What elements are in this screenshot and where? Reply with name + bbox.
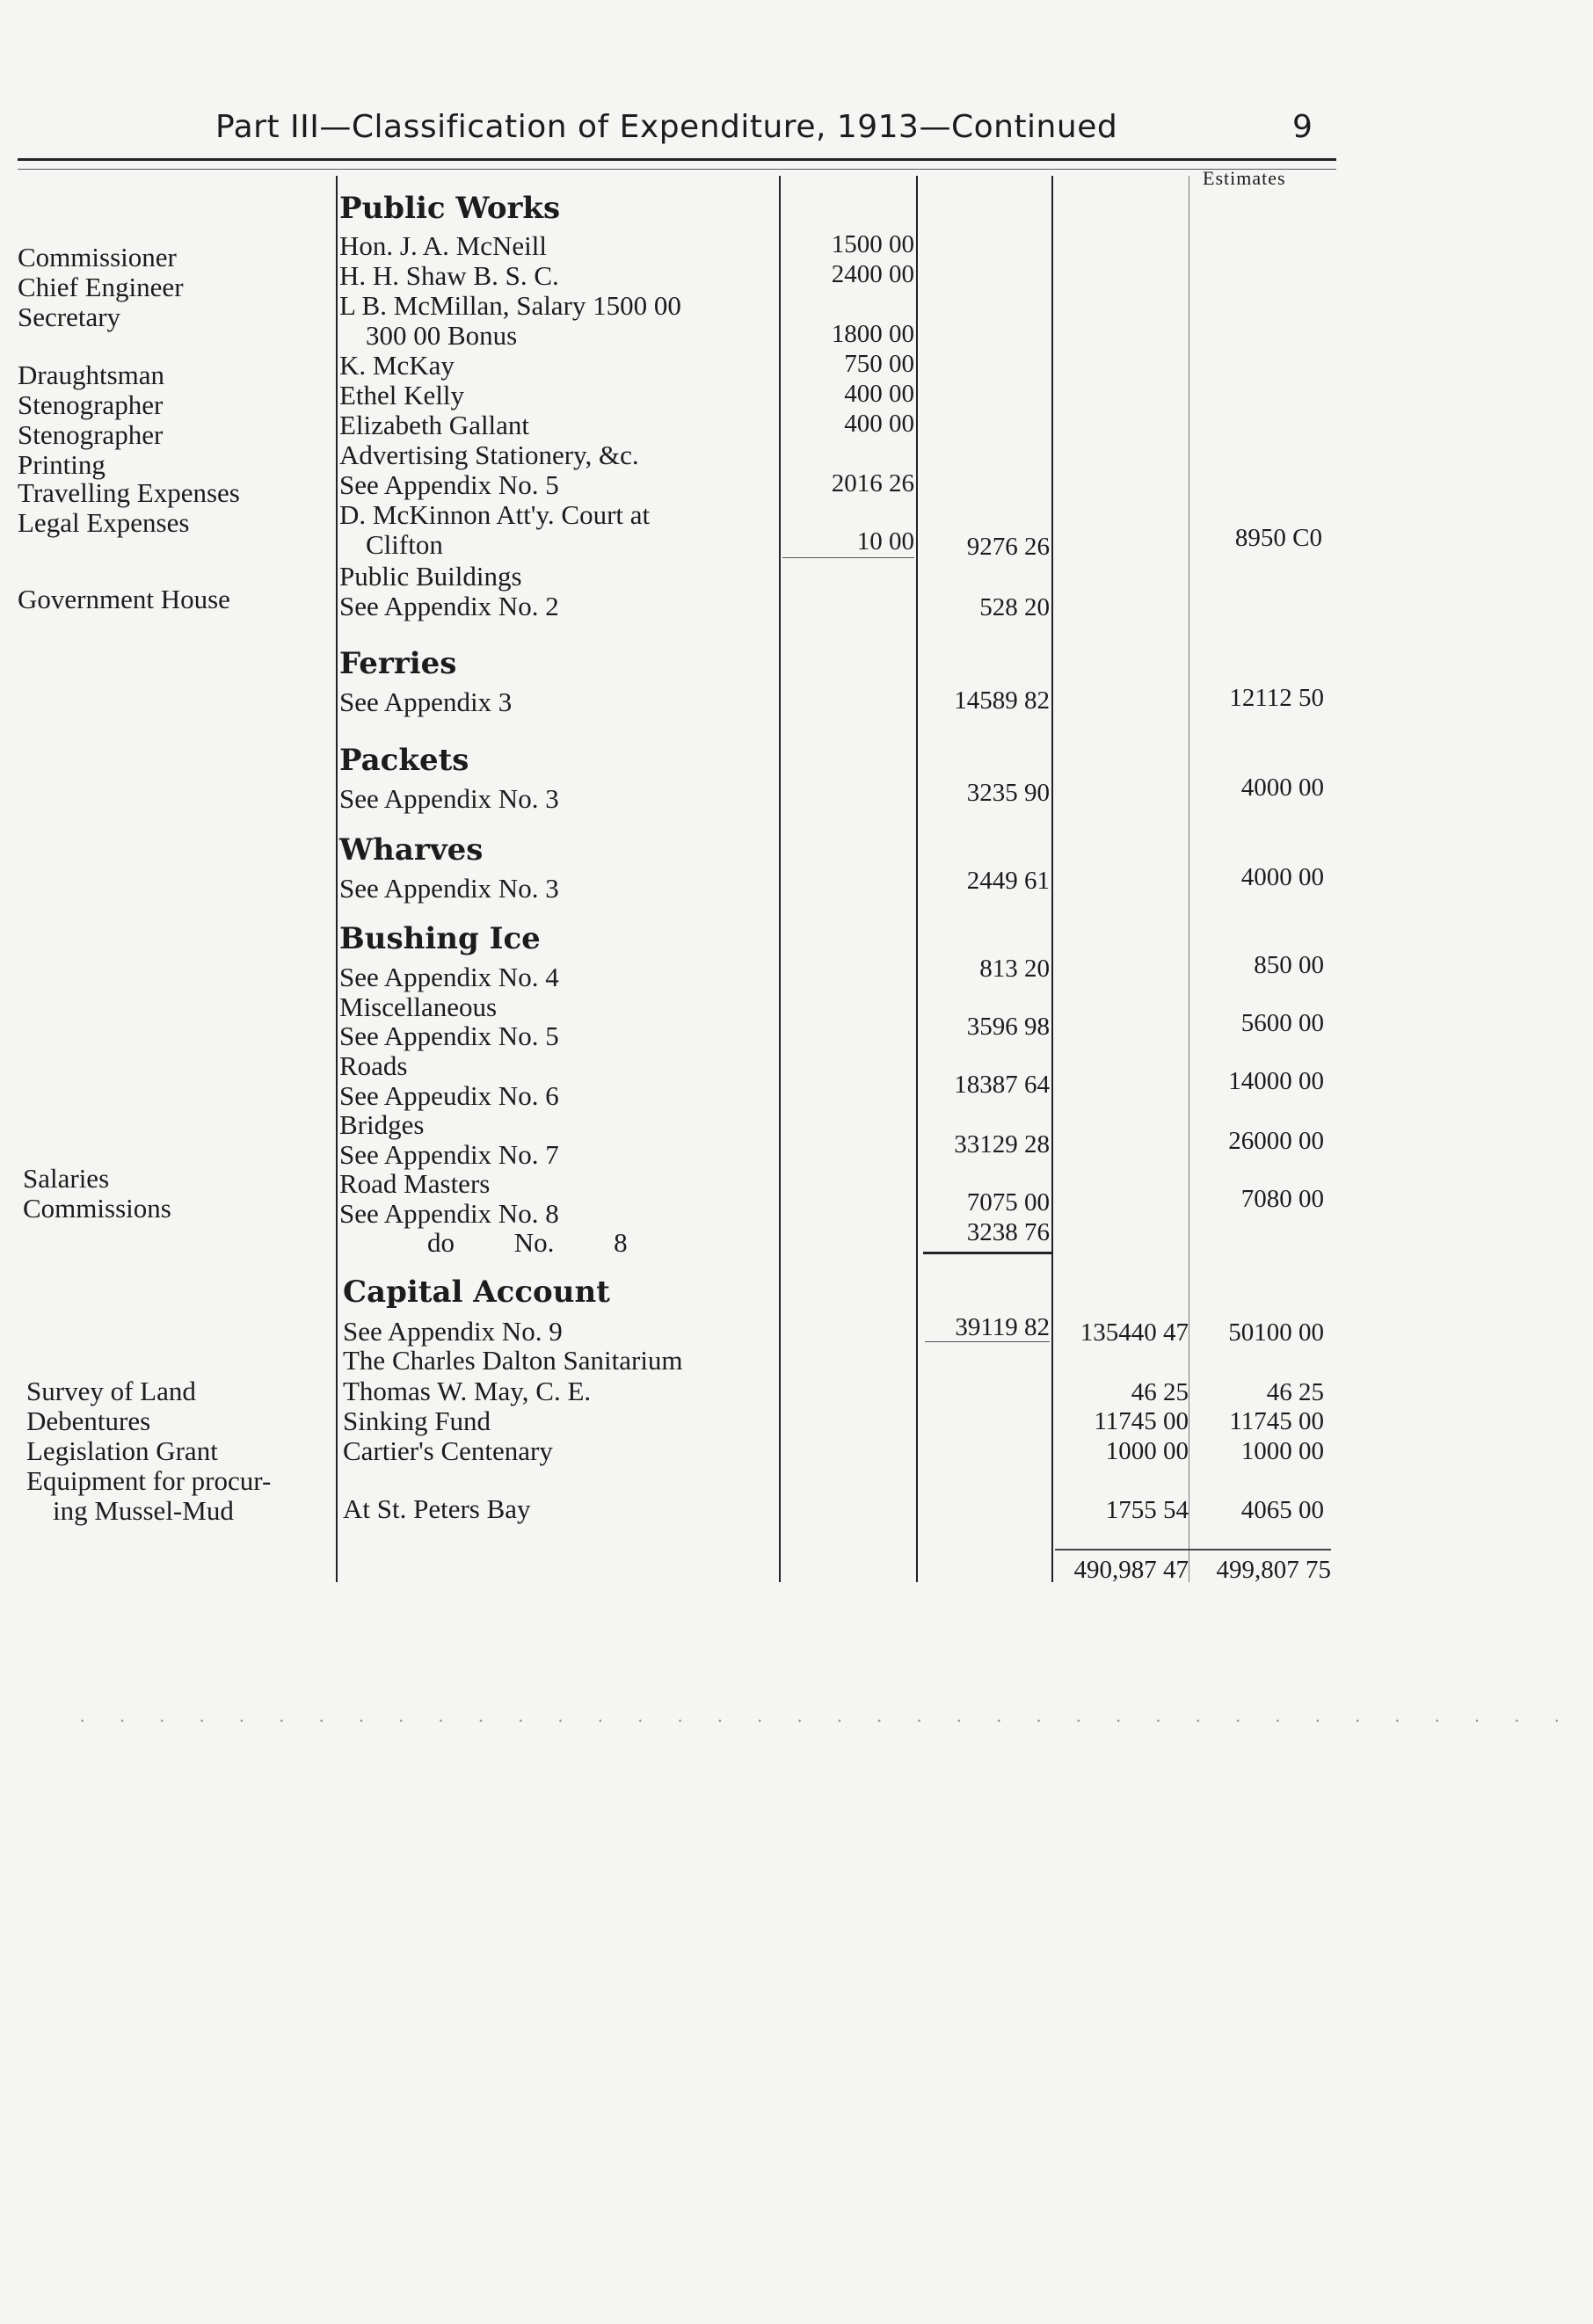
estimate: 12112 50 — [1229, 684, 1324, 712]
section-heading: Ferries — [339, 646, 457, 681]
estimate: 14000 00 — [1228, 1067, 1324, 1095]
amount-col2: 18387 64 — [954, 1071, 1050, 1099]
amount-col1: 1800 00 — [831, 320, 914, 348]
description: Miscellaneous — [339, 991, 498, 1022]
description: See Appeudix No. 6 — [339, 1080, 559, 1111]
estimate: 4000 00 — [1240, 863, 1324, 891]
description: See Appendix No. 5 — [339, 1020, 559, 1051]
header-rule — [18, 158, 1336, 161]
amount-col2: 813 20 — [979, 955, 1050, 983]
left-label: Legal Expenses — [18, 507, 190, 538]
amount-col2: 33129 28 — [954, 1130, 1050, 1158]
amount-col1: 10 00 — [856, 527, 914, 556]
dotted-rule: ······································ — [79, 1710, 1593, 1732]
left-label: Draughtsman — [18, 359, 165, 390]
description: Sinking Fund — [343, 1405, 491, 1436]
description: Hon. J. A. McNeill — [339, 230, 547, 261]
description: Ethel Kelly — [339, 380, 465, 410]
col-rule-1 — [779, 176, 781, 1582]
description: Cartier's Centenary — [343, 1435, 553, 1466]
amount-col3: 1755 54 — [1105, 1496, 1189, 1524]
col2-total-rule — [923, 1252, 1051, 1254]
amount-col2: 39119 82 — [955, 1313, 1050, 1341]
total-col3: 490,987 47 — [1073, 1556, 1189, 1584]
amount-col3: 46 25 — [1131, 1378, 1189, 1406]
total-estimate: 499,807 75 — [1216, 1556, 1331, 1584]
description: See Appendix No. 3 — [339, 783, 559, 814]
description: K. McKay — [339, 350, 455, 381]
section-heading: Wharves — [339, 832, 484, 868]
description: Advertising Stationery, &c. — [339, 439, 639, 470]
left-label: Travelling Expenses — [18, 477, 240, 508]
description: See Appendix No. 9 — [343, 1316, 563, 1347]
amount-col1: 750 00 — [844, 350, 914, 378]
estimate: 11745 00 — [1229, 1407, 1324, 1435]
amount-col2: 3235 90 — [966, 779, 1050, 807]
left-label: Stenographer — [18, 389, 164, 420]
description: L B. McMillan, Salary 1500 00 — [339, 290, 681, 321]
description: See Appendix No. 5 — [339, 469, 559, 500]
col-rule-desc — [336, 176, 338, 1582]
left-label: Legislation Grant — [26, 1435, 218, 1466]
estimate: 5600 00 — [1240, 1009, 1324, 1037]
amount-col2: 3238 76 — [966, 1218, 1050, 1246]
description: H. H. Shaw B. S. C. — [339, 260, 559, 291]
estimate: 50100 00 — [1228, 1318, 1324, 1347]
amount-col1: 400 00 — [844, 380, 914, 408]
estimate: 8950 C0 — [1234, 524, 1322, 552]
description: Public Buildings — [339, 561, 522, 592]
amount-col2: 2449 61 — [966, 867, 1050, 895]
description: At St. Peters Bay — [343, 1493, 531, 1524]
left-label: Secretary — [18, 301, 121, 332]
estimate: 46 25 — [1266, 1378, 1324, 1406]
description: See Appendix No. 3 — [339, 873, 559, 904]
description: See Appendix No. 4 — [339, 962, 559, 992]
estimate: 4000 00 — [1240, 773, 1324, 802]
description: Elizabeth Gallant — [339, 410, 530, 440]
description: Roads — [339, 1050, 408, 1081]
section-heading: Bushing Ice — [339, 921, 541, 956]
description: See Appendix No. 7 — [339, 1139, 559, 1170]
left-label: Salaries — [23, 1163, 110, 1194]
section-heading: Capital Account — [343, 1275, 610, 1310]
description: Clifton — [366, 529, 443, 560]
amount-col3: 11745 00 — [1094, 1407, 1189, 1435]
amount-col3: 1000 00 — [1105, 1437, 1189, 1465]
description: Road Masters — [339, 1168, 491, 1199]
description: The Charles Dalton Sanitarium — [343, 1345, 683, 1376]
estimates-label: Estimates — [1203, 167, 1286, 189]
description: See Appendix No. 2 — [339, 591, 559, 621]
page-number: 9 — [1292, 109, 1313, 145]
description: do No. 8 — [427, 1227, 628, 1258]
amount-col2: 9276 26 — [966, 533, 1050, 561]
description: Bridges — [339, 1109, 425, 1140]
left-label: ing Mussel-Mud — [53, 1495, 234, 1526]
amount-col1: 2016 26 — [831, 469, 914, 497]
description: See Appendix 3 — [339, 686, 513, 717]
amount-col1: 400 00 — [844, 410, 914, 438]
estimate: 26000 00 — [1228, 1127, 1324, 1155]
description: 300 00 Bonus — [366, 320, 518, 351]
section-heading: Packets — [339, 743, 469, 778]
col-rule-2 — [916, 176, 918, 1582]
amount-col2: 3596 98 — [966, 1013, 1050, 1041]
amount-col1: 2400 00 — [831, 260, 914, 288]
section-heading: Public Works — [339, 191, 561, 226]
left-label: Government House — [18, 584, 230, 614]
left-label: Equipment for procur- — [26, 1465, 272, 1496]
left-label: Commissioner — [18, 242, 177, 272]
amount-col1: 1500 00 — [831, 230, 914, 258]
left-label: Chief Engineer — [18, 272, 184, 302]
left-label: Stenographer — [18, 419, 164, 450]
description: Thomas W. May, C. E. — [343, 1376, 592, 1406]
col2-underline — [925, 1341, 1050, 1342]
estimate: 1000 00 — [1240, 1437, 1324, 1465]
left-label: Commissions — [23, 1193, 171, 1224]
estimate: 850 00 — [1254, 951, 1324, 979]
description: See Appendix No. 8 — [339, 1198, 559, 1229]
left-label: Printing — [18, 449, 105, 480]
estimate: 7080 00 — [1240, 1185, 1324, 1213]
amount-col2: 528 20 — [979, 593, 1050, 621]
amount-col2: 7075 00 — [966, 1188, 1050, 1216]
left-label: Debentures — [26, 1405, 151, 1436]
amount-col3: 135440 47 — [1080, 1318, 1189, 1347]
col-rule-3 — [1051, 176, 1053, 1582]
left-label: Survey of Land — [26, 1376, 196, 1406]
description: D. McKinnon Att'y. Court at — [339, 499, 651, 530]
col3-total-rule — [1055, 1549, 1331, 1551]
page-title: Part III—Classification of Expenditure, 1913—Continued — [215, 109, 1118, 145]
header-rule-thin — [18, 169, 1336, 170]
col1-underline — [782, 557, 914, 558]
amount-col2: 14589 82 — [954, 686, 1050, 715]
estimate: 4065 00 — [1240, 1496, 1324, 1524]
